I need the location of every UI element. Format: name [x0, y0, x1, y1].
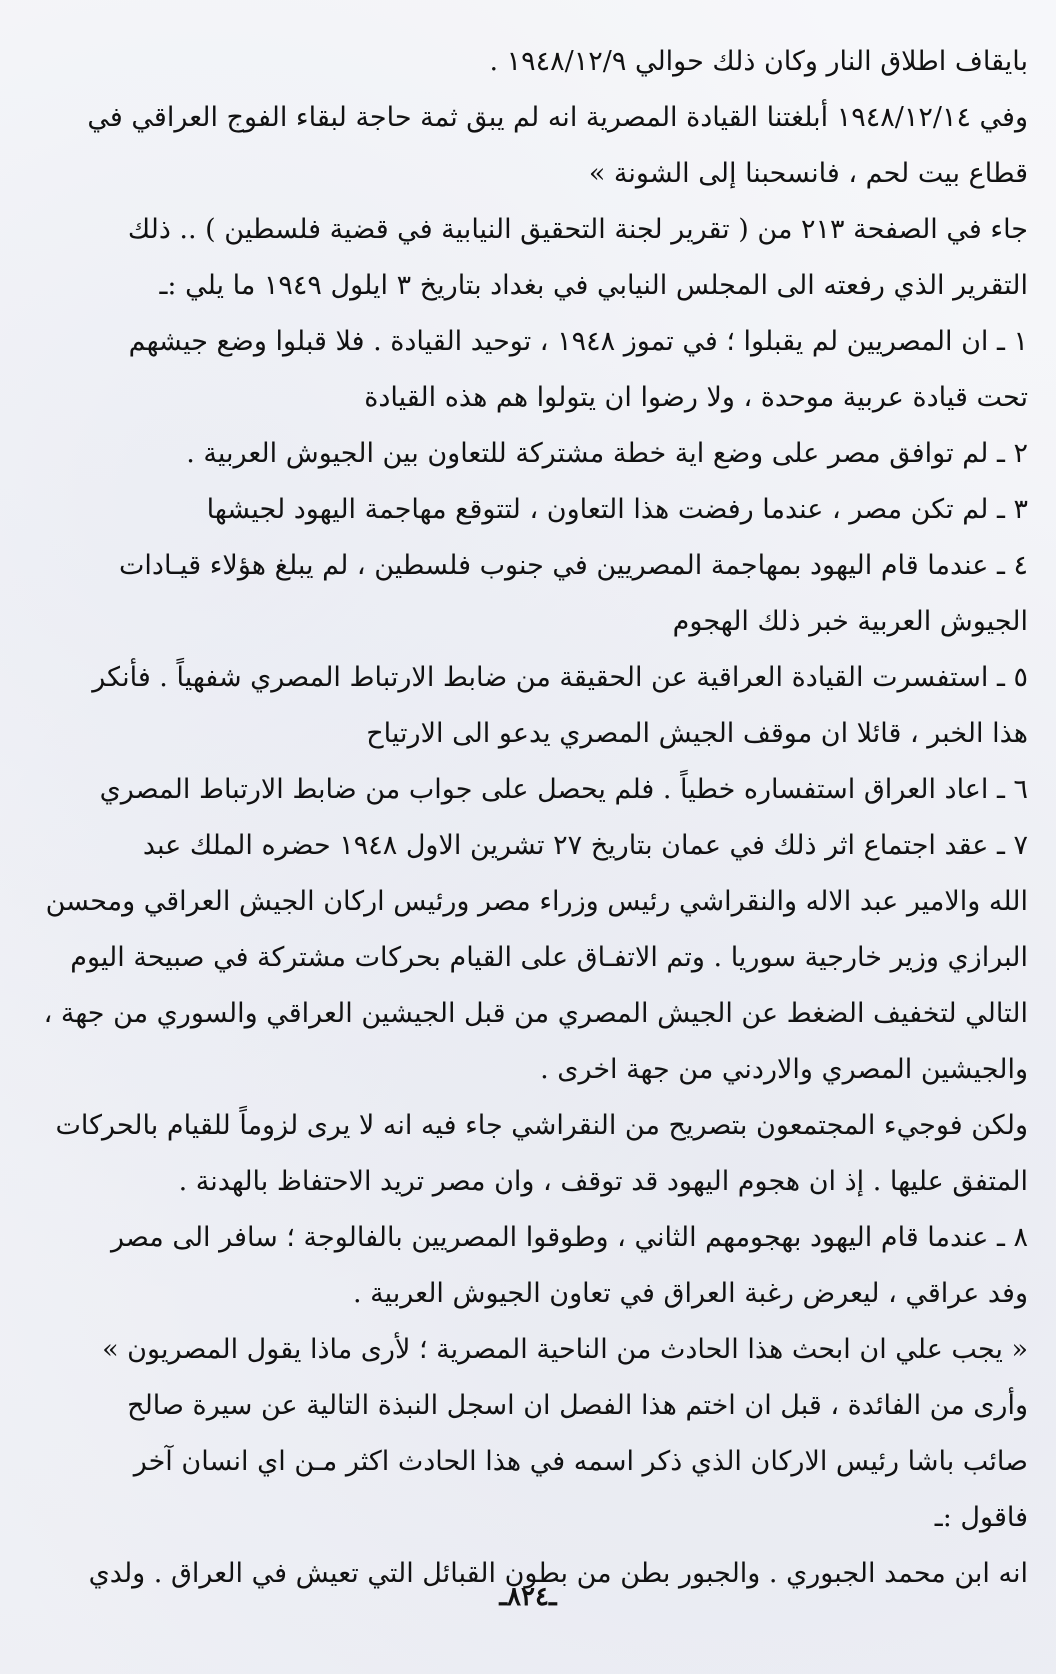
text-line: ١ ـ ان المصريين لم يقبلوا ؛ في تموز ١٩٤٨ ، توحيد القيادة . فلا قبلوا وضع جيشهم: [128, 326, 1028, 357]
text-line: التقرير الذي رفعته الى المجلس النيابي في بغداد بتاريخ ٣ ايلول ١٩٤٩ ما يلي :ـ: [159, 270, 1028, 301]
text-line: المتفق عليها . إذ ان هجوم اليهود قد توقف ، وان مصر تريد الاحتفاظ بالهدنة .: [178, 1166, 1028, 1197]
text-line: وفي ١٩٤٨/١٢/١٤ أبلغتنا القيادة المصرية انه لم يبق ثمة حاجة لبقاء الفوج العراقي في: [87, 102, 1028, 133]
text-line: الله والامير عبد الاله والنقراشي رئيس وزراء مصر ورئيس اركان الجيش العراقي ومحسن: [45, 886, 1028, 917]
text-line: « يجب علي ان ابحث هذا الحادث من الناحية المصرية ؛ لأرى ماذا يقول المصريون »: [102, 1334, 1028, 1365]
text-line: تحت قيادة عربية موحدة ، ولا رضوا ان يتولوا هم هذه القيادة: [364, 382, 1028, 413]
text-line: الجيوش العربية خبر ذلك الهجوم: [672, 606, 1028, 637]
text-line: بايقاف اطلاق النار وكان ذلك حوالي ١٩٤٨/١٢/٩ .: [489, 46, 1028, 77]
text-line: صائب باشا رئيس الاركان الذي ذكر اسمه في هذا الحادث اكثر مـن اي انسان آخر: [133, 1446, 1028, 1477]
text-line: ٣ ـ لم تكن مصر ، عندما رفضت هذا التعاون ، لتتوقع مهاجمة اليهود لجيشها: [206, 494, 1028, 525]
text-line: ٨ ـ عندما قام اليهود بهجومهم الثاني ، وطوقوا المصريين بالفالوجة ؛ سافر الى مصر: [110, 1222, 1028, 1253]
text-line: البرازي وزير خارجية سوريا . وتم الاتفـاق على القيام بحركات مشتركة في صبيحة اليوم: [70, 942, 1028, 973]
text-line: ٧ ـ عقد اجتماع اثر ذلك في عمان بتاريخ ٢٧ تشرين الاول ١٩٤٨ حضره الملك عبد: [142, 830, 1028, 861]
page-number: ـ٨٢٤ـ: [499, 1582, 557, 1612]
document-body: [28, 34, 1028, 1589]
text-line: ولكن فوجيء المجتمعون بتصريح من النقراشي جاء فيه انه لا يرى لزوماً للقيام بالحركات: [55, 1110, 1028, 1141]
text-line: ٥ ـ استفسرت القيادة العراقية عن الحقيقة من ضابط الارتباط المصري شفهياً . فأنكر: [92, 662, 1028, 693]
text-line: قطاع بيت لحم ، فانسحبنا إلى الشونة »: [588, 158, 1028, 189]
text-line: ٢ ـ لم توافق مصر على وضع اية خطة مشتركة للتعاون بين الجيوش العربية .: [186, 438, 1028, 469]
text-line: والجيشين المصري والاردني من جهة اخرى .: [540, 1054, 1028, 1085]
text-line: وأرى من الفائدة ، قبل ان اختم هذا الفصل ان اسجل النبذة التالية عن سيرة صالح: [127, 1390, 1028, 1421]
text-line: جاء في الصفحة ٢١٣ من ( تقرير لجنة التحقيق النيابية في قضية فلسطين ) .. ذلك: [127, 214, 1028, 245]
text-line: وفد عراقي ، ليعرض رغبة العراق في تعاون الجيوش العربية .: [352, 1278, 1028, 1309]
text-line: فاقول :ـ: [934, 1502, 1028, 1533]
text-line: ٦ ـ اعاد العراق استفساره خطياً . فلم يحصل على جواب من ضابط الارتباط المصري: [99, 774, 1028, 805]
text-line: التالي لتخفيف الضغط عن الجيش المصري من قبل الجيشين العراقي والسوري من جهة ،: [43, 998, 1028, 1029]
text-line: هذا الخبر ، قائلا ان موقف الجيش المصري يدعو الى الارتياح: [366, 718, 1028, 749]
text-line: ٤ ـ عندما قام اليهود بمهاجمة المصريين في جنوب فلسطين ، لم يبلغ هؤلاء قيـادات: [119, 550, 1028, 581]
text-line: انه ابن محمد الجبوري . والجبور بطن من بطون القبائل التي تعيش في العراق . ولدي: [88, 1558, 1028, 1589]
